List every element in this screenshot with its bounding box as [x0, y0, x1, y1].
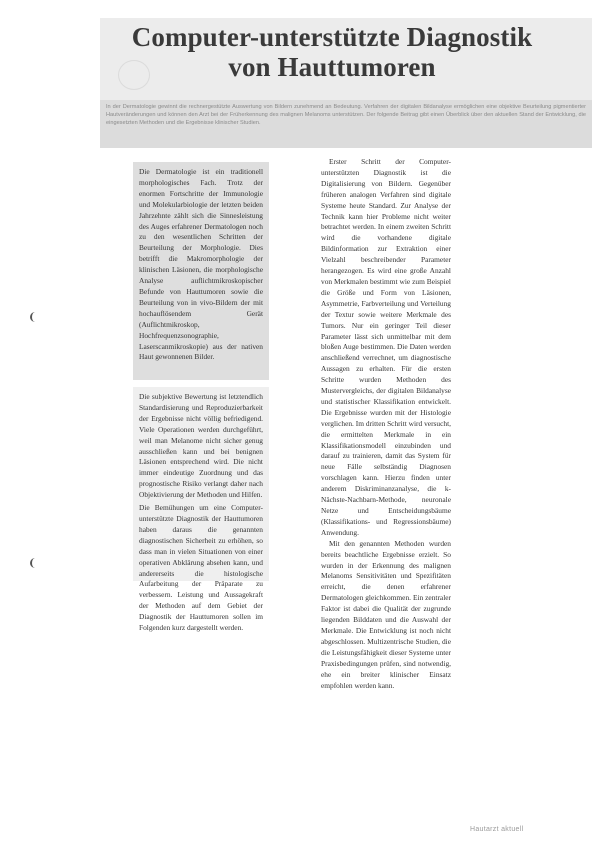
article-lead: In der Dermatologie gewinnt die rechnergestützte Auswertung von Bildern zunehmend an Bedeutung. Verfahren der digitalen Bildanalyse ermöglichen eine objektive Beurteilung pigmentierter Hautveränderungen und können den Arzt bei der Früherkennung des malignen Melanoms unterstützen. Der folgende Beitrag gibt einen Überblick über den aktuellen Stand der Entwicklung, die eingesetzten Methoden und die Ergebnisse klinischer Studien. [100, 100, 592, 148]
intro-box: Die Dermatologie ist ein traditionell morphologisches Fach. Trotz der enormen Fortschritte der Immunologie und Molekularbiologie der letzten beiden Jahrzehnte zählt sich die Sinnesleistung des Auges erfahrener Dermatologen noch zu den wesentlichen Schritten der Beurteilung der Morphologie. Dies betrifft die Makromorphologie der klinischen Läsionen, die morphologische Analyse auflichtmikroskopischer Befunde von Hauttumoren sowie die Beurteilung von in vivo-Bildern der mit hochauflösendem Gerät (Auflichtmikroskop, Hochfrequenzsonographie, Laserscanmikroskopie) aus der nativen Haut gewonnenen Bilder. [133, 162, 269, 380]
title-line-2: von Hauttumoren [228, 52, 436, 82]
footer-source: Hautarzt aktuell [470, 826, 524, 833]
second-box [133, 387, 269, 633]
title-line-1: Computer-unterstützte Diagnostik [131, 22, 533, 52]
right-column-paragraph-1: Erster Schritt der Computer-unterstützten Diagnostik ist die Digitalisierung von Bildern. Gegenüber früheren analogen Verfahren sind digitale Systeme heute Standard. Zur Analyse der Technik kann hier Probleme nicht weiter betrachtet werden. In einem zweiten Schritt wird die vorhandene digitale Bildinformation zur Extraktion einer Vielzahl beschreibender Parameter herangezogen. Es wird eine große Anzahl von Merkmalen bestimmt wie zum Beispiel die Größe und Form von Läsionen, Asymmetrie, Farbverteilung und Verteilung der Textur sowie weitere Merkmale des Tumors. Nur ein geringer Teil dieser Parameter lässt sich unmittelbar mit dem bloßen Auge bestimmen. Die Daten werden anschließend verrechnet, um diagnostische Aussagen zu erhalten. Für die ersten Schritte wurden Methoden des Mustervergleichs, der digitalen Bildanalyse und statistischer Klassifikation entwickelt. Die Ergebnisse wurden mit der Histologie verglichen. Im dritten Schritt wird versucht, die ermittelten Merkmale in ein Klassifikationsmodell einzubinden und darauf zu trainieren, damit das System für neue Fälle selbständig Diagnosen vorschlagen kann. Hierzu finden unter anderem Diskriminanzanalyse, die k-Nächste-Nachbarn-Methode, neuronale Netze und Entscheidungsbäume (Klassifikations- und Regressionsbäume) Anwendung. [321, 157, 451, 537]
right-column-paragraph-2: Mit den genannten Methoden wurden bereits beachtliche Ergebnisse erzielt. So wurden in der Erkennung des malignen Melanoms Sensitivitäten und Spezifitäten erreicht, die denen erfahrener Dermatologen gleichkommen. Ein zentraler Faktor ist dabei die Qualität der zugrunde liegenden Bilddaten und die Auswahl der Merkmale. Die Entwicklung ist noch nicht abgeschlossen. Multizentrische Studien, die die Leistungsfähigkeit dieser Systeme unter Praxisbedingungen prüfen, sind notwendig, ehe ein breiter klinischer Einsatz empfohlen werden kann. [321, 538, 451, 690]
right-column [321, 157, 451, 822]
second-box-paragraph-1: Die subjektive Bewertung ist letztendlich Standardisierung und Reproduzierbarkeit der Ergebnisse nicht völlig befriedigend. Viele Operationen werden durchgeführt, weil man Melanome nicht sicher genug ausschließen kann und bei benignen Läsionen entsprechend wird. Die nicht immer eindeutige Zuordnung und das prognostische Risiko verlangt daher nach Objektivierung der Methoden und Hilfen. [139, 392, 263, 500]
binding-hole-mark [30, 558, 36, 568]
binding-hole-mark [30, 312, 36, 322]
second-box-paragraph-2: Die Bemühungen um eine Computer-unterstützte Diagnostik der Hauttumoren haben daraus die genannten diagnostischen Sicherheit zu erhöhen, so dass man in vielen Situationen von einer operativen Abklärung absehen kann, und andererseits die histologische Aufarbeitung der Präparate zu verbessern. Leistung und Aussagekraft der Methoden auf dem Gebiet der Diagnostik der Hauttumoren sollen im Folgenden kurz dargestellt werden. [139, 503, 263, 633]
article-title [92, 22, 572, 82]
